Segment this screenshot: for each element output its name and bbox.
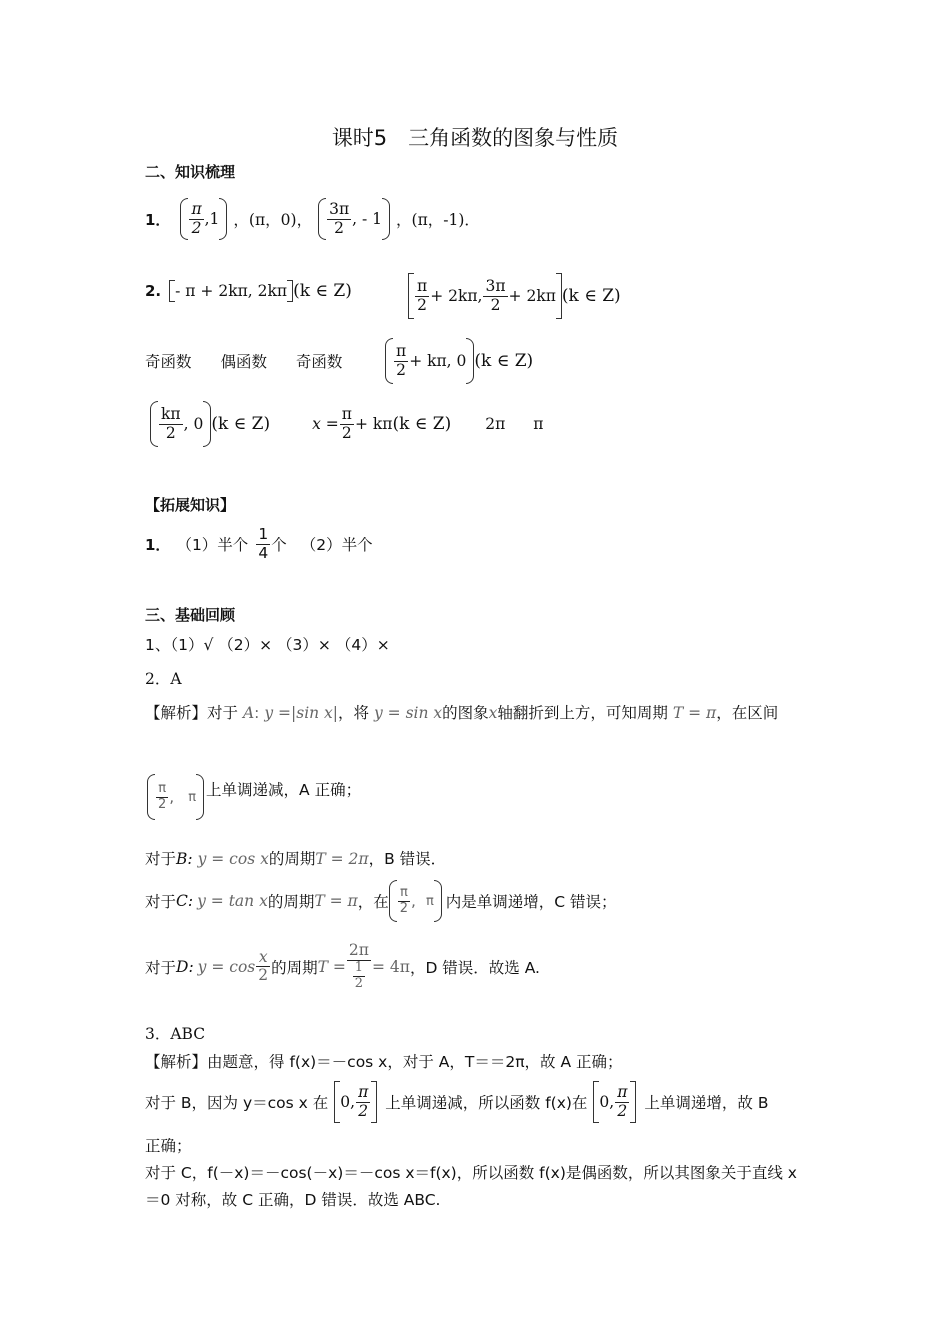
analysis-text: ，B 错误． (368, 850, 447, 868)
analysis-text: 的周期 (268, 850, 316, 868)
fraction-numerator: π (417, 276, 428, 295)
math-expression: y = cos x (197, 850, 269, 868)
knowledge-line-3-center (385, 338, 533, 388)
analysis-label: 【解析】 (145, 1053, 208, 1071)
extension-line (145, 526, 373, 563)
analysis-text: 上单调递增，故 B (644, 1094, 769, 1112)
analysis-text: 轴翻折到上方，可知周期 (497, 704, 668, 722)
fraction-numerator: π (396, 341, 407, 360)
fraction-denominator: 2 (334, 218, 345, 237)
fraction-numerator: 3π (329, 199, 350, 218)
analysis-text: 对于 (145, 850, 177, 868)
fraction-numerator: π (156, 782, 168, 798)
fraction-denominator: 2 (396, 360, 407, 379)
fraction-denominator: 2 (341, 423, 352, 442)
math-expression: y =|sin x| (264, 704, 339, 722)
item-number: 1． (145, 535, 171, 554)
fraction-denominator: 2 (158, 796, 167, 812)
interval-right: π (425, 893, 434, 909)
left-paren (147, 774, 155, 820)
left-paren (389, 880, 397, 922)
analysis-text: ，将 (338, 704, 370, 722)
fraction-numerator: 2π (348, 941, 369, 959)
point-text: ，(π，-1)． (396, 211, 480, 229)
analysis-text: 内是单调递增，C 错误； (445, 893, 617, 911)
analysis-text: 对于 B，因为 y＝cos x 在 (145, 1094, 329, 1112)
fraction-denominator: 2 (617, 1101, 628, 1120)
q3-analysis-line-1 (145, 1050, 623, 1072)
interval-right: π (188, 789, 197, 805)
period-expression: T = 2π (315, 850, 369, 868)
period-value: 2π (485, 415, 506, 433)
right-paren (466, 338, 474, 384)
period-expression: T = (317, 957, 346, 976)
analysis-text: 上单调递减，A 正确； (206, 781, 362, 799)
analysis-text: 的周期 (267, 893, 315, 911)
fraction-denominator: 2 (399, 900, 409, 916)
q3-answer: 3．ABC (145, 1025, 206, 1043)
period-value: π (533, 415, 544, 433)
analysis-text: 对于 (145, 893, 177, 911)
right-paren (196, 774, 204, 820)
fraction-numerator: 1 (354, 959, 364, 975)
period-expression: T = π (672, 704, 717, 722)
colon: : (254, 704, 260, 722)
k-in-z: (k ∈ Z) (293, 281, 352, 301)
point-tail: ,1 (204, 210, 220, 228)
even-function-text: 偶函数 (220, 353, 267, 371)
analysis-text: 对于 (145, 958, 177, 977)
q3-analysis-line-3: 正确； (145, 1137, 192, 1155)
center-text: , 0 (183, 415, 204, 433)
q2-option-d (145, 942, 540, 992)
analysis-text: 的周期 (271, 958, 318, 977)
q2-analysis-line (145, 701, 778, 723)
option-label: C: (176, 892, 194, 910)
analysis-text: 对于 (207, 704, 239, 722)
axis-equation: x = (312, 415, 339, 433)
analysis-label: 【解析】 (145, 704, 208, 722)
extension-text: 个 (271, 536, 287, 555)
center-text: + kπ, 0 (409, 352, 467, 370)
left-paren (180, 198, 188, 240)
fraction-denominator: 2 (354, 975, 364, 991)
fraction-denominator: 4 (258, 543, 269, 562)
analysis-text: ，D 错误．故选 A. (409, 958, 540, 977)
axis-equation-tail: + kπ (354, 415, 393, 433)
math-expression: y = sin x (373, 704, 443, 722)
interval-expression: - π + 2kπ, 2kπ (175, 282, 288, 300)
fraction-denominator: 2 (358, 1101, 369, 1120)
left-bracket (408, 273, 414, 319)
q2-interval-line: $\frac{\pi}{2}$ , π 上单调递减，A 正确； (147, 774, 361, 824)
left-paren (150, 401, 158, 447)
point-text: ，(π，0)， (233, 211, 313, 229)
item-number: 2. (145, 282, 162, 300)
item-number: 1． (145, 210, 171, 229)
knowledge-line-3-words (145, 350, 342, 372)
q1-answers: 1、（1）√ （2）× （3）× （4）× (145, 636, 390, 654)
point-tail: , - 1 (352, 210, 383, 228)
page-title: 课时5 三角函数的图象与性质 (331, 126, 619, 150)
option-label: D: (176, 957, 194, 976)
k-in-z: (k ∈ Z) (211, 414, 271, 434)
fraction-numerator: π (358, 1082, 369, 1101)
analysis-text: ，在 (357, 893, 389, 911)
fraction-denominator: 2 (417, 295, 428, 314)
fraction-denominator: 2 (165, 423, 176, 442)
right-bracket (371, 1081, 377, 1123)
fraction-numerator: 1 (258, 525, 269, 543)
analysis-text: 上单调递减，所以函数 f(x)在 (385, 1094, 588, 1112)
odd-function-text: 奇函数 (145, 353, 192, 371)
q3-analysis-line-5: ＝0 对称，故 C 正确，D 错误．故选 ABC. (145, 1191, 441, 1209)
interval-text: + 2kπ, (430, 287, 483, 305)
q3-analysis-line-4: 对于 C，f(－x)＝－cos(－x)＝－cos x＝f(x)，所以函数 f(x)是偶函数，所以其图象关于直线 x (145, 1164, 797, 1182)
right-paren (219, 198, 227, 240)
fraction-numerator: kπ (161, 404, 181, 423)
knowledge-line-2 (145, 280, 352, 302)
interval-left: 0, (599, 1093, 615, 1111)
fraction-denominator: 2 (191, 218, 202, 237)
fraction-numerator: π (341, 404, 352, 423)
k-in-z: (k ∈ Z) (561, 286, 621, 306)
left-paren (318, 198, 326, 240)
math-variable: x (488, 704, 498, 722)
analysis-text: 的图象 (442, 704, 489, 722)
section-heading-review: 三、基础回顾 (145, 606, 236, 624)
period-expression: T = π (314, 892, 358, 910)
extension-text: （2）半个 (300, 536, 373, 555)
option-label: B: (176, 850, 193, 868)
k-in-z: (k ∈ Z) (474, 351, 534, 371)
q2-option-b (145, 847, 446, 869)
left-paren (385, 338, 393, 384)
analysis-text: 由题意，得 f(x)＝－cos x，对于 A，T＝＝2π，故 A 正确； (207, 1053, 623, 1071)
fraction-numerator: π (398, 886, 410, 902)
k-in-z: (k ∈ Z) (392, 414, 452, 434)
right-paren (382, 198, 390, 240)
option-label: A (242, 704, 255, 722)
right-paren (434, 880, 442, 922)
fraction-denominator: 2 (258, 966, 269, 985)
knowledge-line-2b (408, 273, 621, 323)
knowledge-line-4 (150, 401, 543, 451)
odd-function-text: 奇函数 (295, 353, 343, 371)
section-heading-extension: 【拓展知识】 (145, 496, 236, 514)
fraction-numerator: π (191, 199, 202, 218)
knowledge-line-1 (145, 198, 480, 240)
math-expression: y = tan x (197, 892, 268, 910)
right-bracket (630, 1081, 636, 1123)
section-heading-knowledge: 二、知识梳理 (145, 163, 236, 181)
fraction-numerator: π (617, 1082, 628, 1101)
period-value: = 4π (371, 957, 410, 976)
math-expression: y = cos (197, 957, 256, 976)
interval-text: + 2kπ (508, 287, 556, 305)
analysis-text: ，在区间 (716, 704, 779, 722)
right-paren (203, 401, 211, 447)
fraction-numerator: x (256, 949, 270, 968)
q2-option-c: 对于 C: y = tan x 的周期 T = π ，在 $\frac{\pi}{2}$ , π 内是单调递增，C 错误； (145, 880, 617, 922)
fraction-numerator: 3π (485, 276, 506, 295)
q2-answer: 2．A (145, 670, 182, 688)
fraction-denominator: 2 (490, 295, 501, 314)
extension-text: （1）半个 (176, 536, 249, 555)
q3-analysis-line-2 (145, 1081, 768, 1123)
interval-left: 0, (340, 1093, 356, 1111)
